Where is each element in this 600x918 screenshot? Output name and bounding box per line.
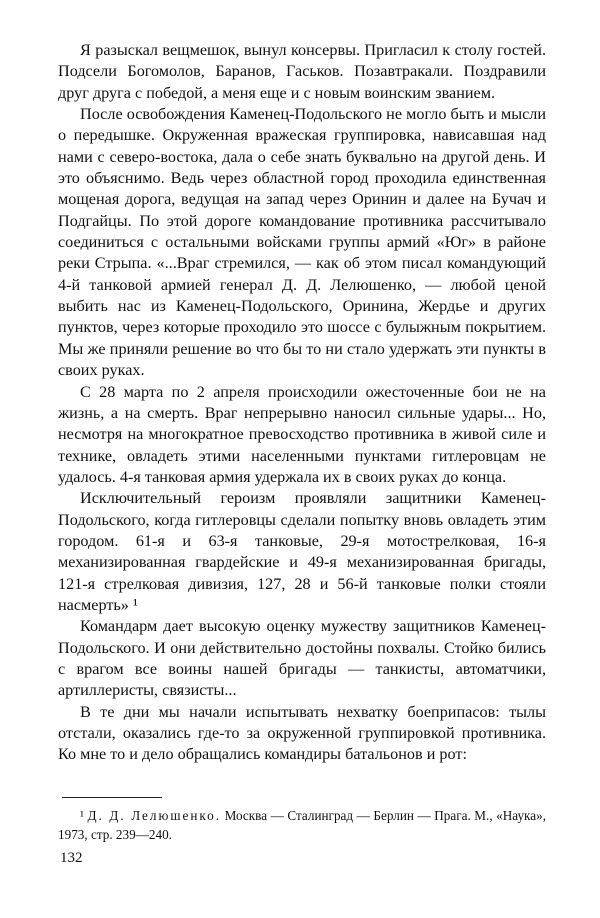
paragraph-2: После освобождения Каменец-Подольского не могло быть и мысли о передышке. Окруженная вражеская группировка, нависавшая над нами с северо-востока, дала о себе знать буквально на другой день. И это объяснимо. Ведь через областной город проходила единственная мощеная дорога, ведущая на запад через Оринин и далее на Бучач и Подгайцы. По этой дороге командование противника рассчитывало соединиться с остальными войсками группы армий «Юг» в районе реки Стрыпа. «...Враг стремился, — как об этом писал командующий 4-й танковой армией генерал Д. Д. Лелюшенко, — любой ценой выбить нас из Каменец-Подольского, Оринина, Жердье и других пунктов, через которые проходило это шоссе с булыжным покрытием. Мы же приняли решение во что бы то ни стало удержать эти пункты в своих руках. (58, 105, 546, 380)
footnote (58, 806, 546, 844)
footnote-author: Д. Д. Лелюшенко. (87, 808, 222, 823)
footnote-reference: ¹ (132, 595, 138, 614)
footnote-text: Москва — Сталинград — Берлин — Прага. М., «Наука», 1973, стр. 239—240. (58, 808, 547, 842)
paragraph-1: Я разыскал вещмешок, вынул консервы. Пригласил к столу гостей. Подсели Богомолов, Баранов, Гаськов. Позавтракали. Поздравили друг друга с победой, а меня еще и с новым воинским званием. (58, 41, 546, 102)
paragraph-4-text: Исключительный героизм проявляли защитники Каменец-Подольского, когда гитлеровцы сделали попытку вновь овладеть этим городом. 61-я и 63-я танковые, 29-я мотострелковая, 16-я механизированная гвардейские и 49-я механизированная бригады, 121-я стрелковая дивизия, 127, 28 и 56-й танковые полки стояли насмерть» (58, 489, 546, 614)
paragraph-3: С 28 марта по 2 апреля происходили ожесточенные бои не на жизнь, а на смерть. Враг непрерывно наносил сильные удары... Но, несмотря на многократное превосходство противника в живой силе и технике, овладеть этими населенными пунктами гитлеровцам не удалось. 4-я танковая армия удержала их в своих руках до конца. (58, 382, 546, 486)
footnote-divider (62, 797, 162, 798)
main-text (58, 40, 546, 766)
footnote-marker: ¹ (80, 808, 84, 823)
paragraph-4 (58, 488, 546, 616)
paragraph-5: Командарм дает высокую оценку мужеству защитников Каменец-Подольского. И они действительно достойны похвалы. Стойко бились с врагом все воины нашей бригады — танкисты, автоматчики, артиллеристы, связисты... (58, 617, 546, 700)
paragraph-6: В те дни мы начали испытывать нехватку боеприпасов: тылы отстали, оказались где-то за окруженной группировкой противника. Ко мне то и дело обращались командиры батальонов и рот: (58, 702, 546, 764)
page-number: 132 (60, 850, 83, 866)
